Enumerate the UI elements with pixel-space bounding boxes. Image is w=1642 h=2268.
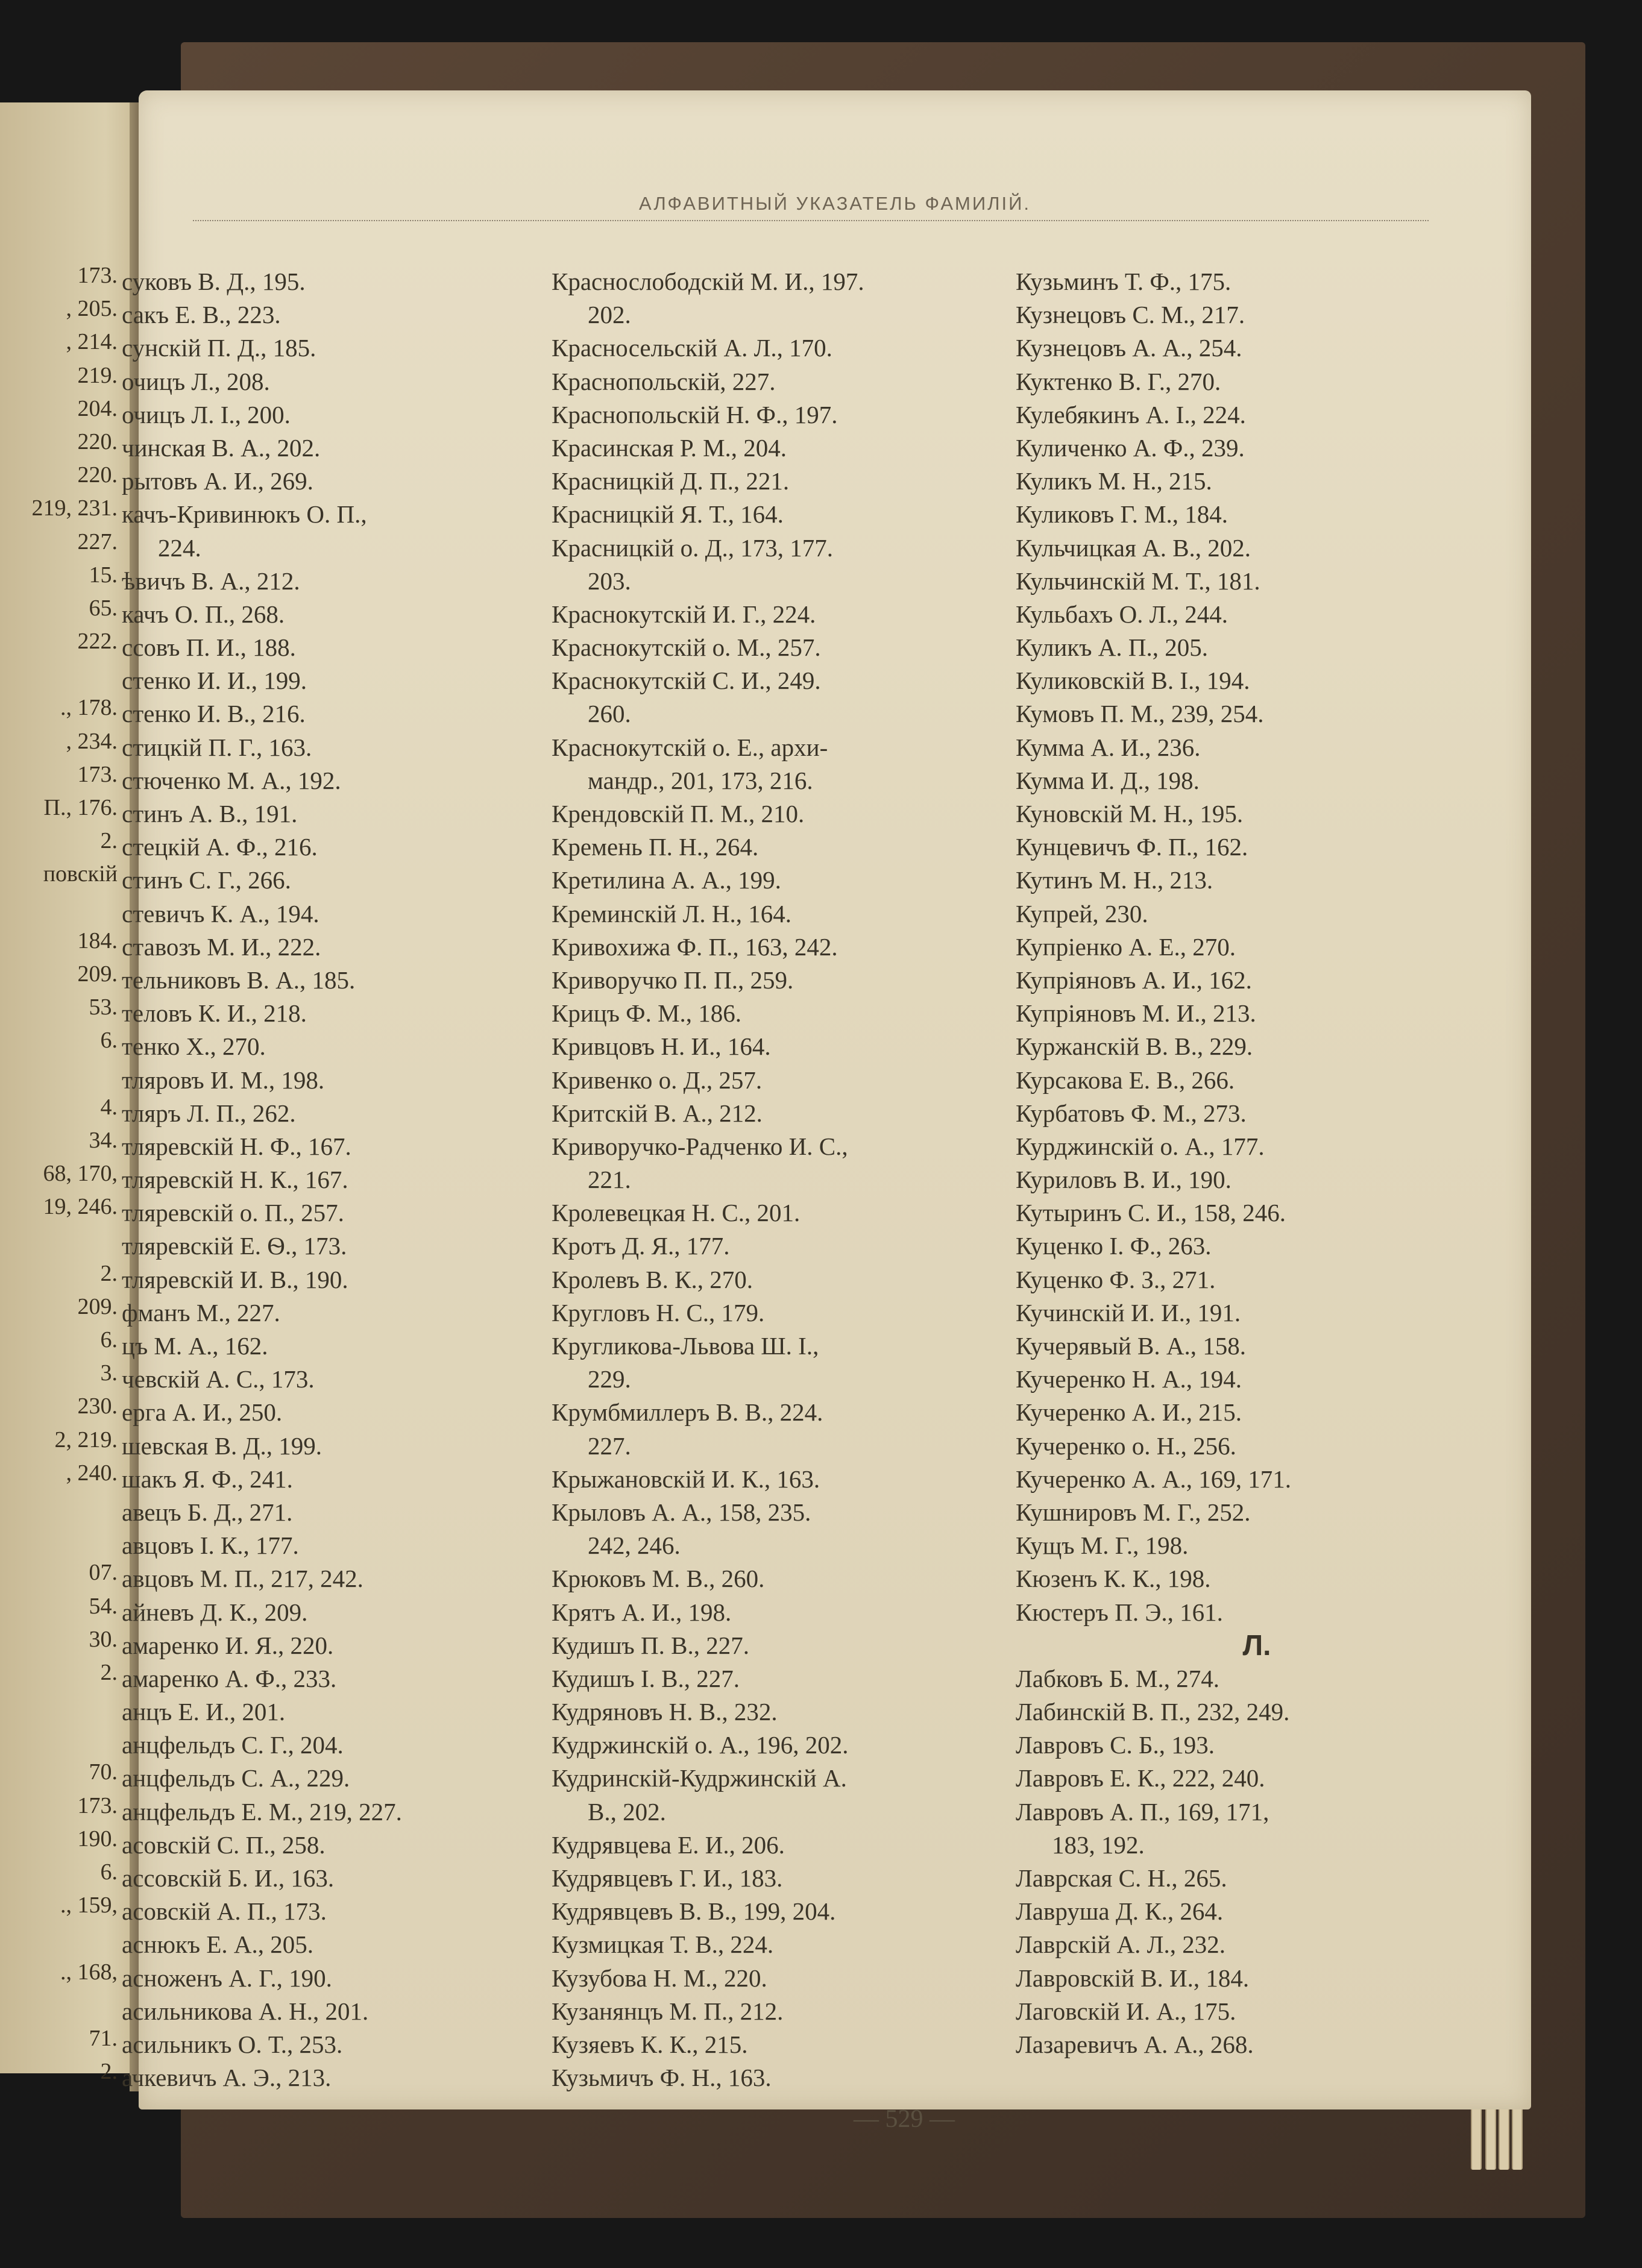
index-entry: 229. <box>588 1365 631 1393</box>
index-entry: асовскій А. П., 173. <box>122 1897 327 1926</box>
index-entry: сунскій П. Д., 185. <box>122 334 316 362</box>
index-entry: Кривенко о. Д., 257. <box>552 1066 763 1094</box>
left-page-fragment: 6. <box>100 1327 118 1352</box>
index-entry: Куржанскій В. В., 229. <box>1016 1032 1253 1061</box>
index-entry: Лавровъ А. П., 169, 171, <box>1016 1797 1269 1826</box>
left-page-fragment: 230. <box>77 1393 118 1419</box>
left-page-fragment: 2. <box>100 828 118 854</box>
left-page-fragment: 71. <box>89 2025 118 2051</box>
index-entry: Кругловъ Н. С., 179. <box>552 1298 765 1327</box>
index-entry: Лабковъ Б. М., 274. <box>1016 1664 1219 1692</box>
index-entry: Кучерявый В. А., 158. <box>1016 1332 1246 1360</box>
index-entry: 260. <box>588 700 631 728</box>
index-entry: очицъ Л., 208. <box>122 367 270 395</box>
section-letter: Л. <box>1242 1629 1271 1662</box>
index-entry: 224. <box>158 533 201 562</box>
index-entry: Куличенко А. Ф., 239. <box>1016 433 1245 462</box>
index-entry: асильникъ О. Т., 253. <box>122 2030 343 2058</box>
index-entry: Краснокутскій И. Г., 224. <box>552 600 816 628</box>
index-entry: Купріенко А. Е., 270. <box>1016 932 1236 961</box>
index-entry: Креминскій Л. Н., 164. <box>552 899 791 928</box>
index-entry: Красносельскій А. Л., 170. <box>552 334 832 362</box>
index-entry: стевичъ К. А., 194. <box>122 899 319 928</box>
index-entry: Куценко І. Ф., 263. <box>1016 1232 1212 1260</box>
index-entry: стенко И. И., 199. <box>122 667 307 695</box>
index-entry: Куновскій М. Н., 195. <box>1016 800 1244 828</box>
index-entry: Кудринскій-Кудржинскій А. <box>552 1764 847 1792</box>
left-page-fragment: 227. <box>77 529 118 554</box>
header-rule <box>193 220 1429 221</box>
index-entry: Краснокутскій о. М., 257. <box>552 633 821 662</box>
index-entry: 242, 246. <box>588 1531 681 1560</box>
index-entry: Кузьминъ Т. Ф., 175. <box>1016 268 1232 295</box>
index-entry: Крыжановскій И. К., 163. <box>552 1465 820 1493</box>
index-entry: анцфельдъ С. А., 229. <box>122 1764 350 1792</box>
index-entry: Критскій В. А., 212. <box>552 1099 763 1127</box>
left-page-fragment: , 234. <box>66 728 118 754</box>
left-page-fragment: 30. <box>89 1626 118 1652</box>
left-page-fragment: 219, 231. <box>31 495 118 521</box>
index-entry: Крицъ Ф. М., 186. <box>552 999 742 1028</box>
index-entry: чевскій А. С., 173. <box>122 1365 315 1393</box>
index-entry: Кругликова-Львова Ш. І., <box>552 1332 819 1360</box>
left-page-fragment: 54. <box>89 1593 118 1619</box>
index-entry: Крумбмиллеръ В. В., 224. <box>552 1398 823 1427</box>
index-entry: асильникова А. Н., 201. <box>122 1997 369 2025</box>
index-entry: Кудрявцевъ Г. И., 183. <box>552 1864 783 1892</box>
index-entry: Красинская Р. М., 204. <box>552 433 787 462</box>
index-entry: Кульбахъ О. Л., 244. <box>1016 600 1228 628</box>
index-entry: цъ М. А., 162. <box>122 1332 268 1360</box>
index-entry: рытовъ А. И., 269. <box>122 467 313 495</box>
left-page-fragment: 6. <box>100 1859 118 1885</box>
index-entry: Лавруша Д. К., 264. <box>1016 1897 1224 1926</box>
index-entry: чинская В. А., 202. <box>122 433 321 462</box>
index-entry: анцфельдъ С. Г., 204. <box>122 1731 344 1759</box>
index-entry: Куликовскій В. І., 194. <box>1016 667 1250 695</box>
index-entry: Лазаревичъ А. А., 268. <box>1016 2030 1254 2058</box>
index-entry: Криворучко-Радченко И. С., <box>552 1132 848 1160</box>
index-entry: Куликовъ Г. М., 184. <box>1016 500 1228 529</box>
index-entry: 203. <box>588 567 631 595</box>
left-page-fragment: 65. <box>89 595 118 621</box>
index-entry: Курбатовъ Ф. М., 273. <box>1016 1099 1247 1127</box>
index-entry: авцовъ М. П., 217, 242. <box>122 1565 363 1593</box>
index-entry: авецъ Б. Д., 271. <box>122 1498 293 1526</box>
index-entry: амаренко А. Ф., 233. <box>122 1664 337 1692</box>
index-entry: авцовъ І. К., 177. <box>122 1531 299 1560</box>
index-entry: Кудишъ І. В., 227. <box>552 1664 740 1692</box>
index-entry: Кузьмичъ Ф. Н., 163. <box>552 2064 772 2092</box>
index-entry: Кудишъ П. В., 227. <box>552 1631 749 1659</box>
index-entry: Кудряновъ Н. В., 232. <box>552 1698 778 1726</box>
index-entry: анцфельдъ Е. М., 219, 227. <box>122 1797 402 1826</box>
index-entry: Кудржинскій о. А., 196, 202. <box>552 1731 849 1759</box>
index-entry: Кюстеръ П. Э., 161. <box>1016 1598 1223 1626</box>
left-page-fragment: ., 159, <box>60 1893 118 1918</box>
index-entry: тляревскій Н. Ф., 167. <box>122 1132 351 1160</box>
left-page-fragment: 219. <box>77 362 118 388</box>
index-entry: ставозъ М. И., 222. <box>122 932 321 961</box>
index-entry: Кульчинскій М. Т., 181. <box>1016 567 1260 595</box>
left-page-fragment: 173. <box>77 263 118 288</box>
index-entry: ссовъ П. И., 188. <box>122 633 296 662</box>
index-entry: Кривохижа Ф. П., 163, 242. <box>552 932 838 961</box>
index-entry: стинъ А. В., 191. <box>122 800 298 828</box>
index-entry: 183, 192. <box>1052 1830 1145 1859</box>
index-entry: Криворучко П. П., 259. <box>552 966 794 994</box>
index-entry: Кушнировъ М. Г., 252. <box>1016 1498 1251 1526</box>
index-entry: Кролевъ В. К., 270. <box>552 1265 753 1293</box>
index-entry: Кульчицкая А. В., 202. <box>1016 533 1251 562</box>
index-entry: Кумма И. Д., 198. <box>1016 766 1200 794</box>
index-entry: фманъ М., 227. <box>122 1298 280 1327</box>
index-entry: аснюкъ Е. А., 205. <box>122 1930 313 1959</box>
index-entry: Курсакова Е. В., 266. <box>1016 1066 1235 1094</box>
left-page-fragment: П., 176. <box>43 795 118 820</box>
index-entry: стицкій П. Г., 163. <box>122 733 312 761</box>
index-entry: тляровъ И. М., 198. <box>122 1066 325 1094</box>
index-entry: асноженъ А. Г., 190. <box>122 1964 332 1992</box>
left-page-fragment: 53. <box>89 994 118 1020</box>
left-page-fragment: 2. <box>100 1659 118 1685</box>
index-entry: Кюзенъ К. К., 198. <box>1016 1565 1211 1593</box>
index-entry: Лаврскій А. Л., 232. <box>1016 1930 1225 1959</box>
index-entry: Краснопольскій Н. Ф., 197. <box>552 400 838 429</box>
index-entry: тляревскій Н. К., 167. <box>122 1166 348 1194</box>
index-entry: В., 202. <box>588 1797 666 1826</box>
left-page-fragment: , 240. <box>66 1460 118 1486</box>
index-entry: 227. <box>588 1431 631 1460</box>
left-page-fragment: , 214. <box>66 329 118 355</box>
left-page-fragment: 222. <box>77 629 118 655</box>
index-entry: Лавровскій В. И., 184. <box>1016 1964 1250 1992</box>
left-page-fragment: ., 178. <box>60 695 118 721</box>
index-entry: Кучеренко Н. А., 194. <box>1016 1365 1242 1393</box>
index-entry: тляревскій Е. Ѳ., 173. <box>122 1232 347 1260</box>
index-column-1 <box>122 265 555 2094</box>
index-entry: Кущъ М. Г., 198. <box>1016 1531 1189 1560</box>
index-entry: качъ-Кривинюкъ О. П., <box>122 500 367 529</box>
index-entry: ерга А. И., 250. <box>122 1398 283 1427</box>
index-entry: Куценко Ф. З., 271. <box>1016 1265 1216 1293</box>
index-entry: Красницкій Д. П., 221. <box>552 467 790 495</box>
index-entry: Курджинскій о. А., 177. <box>1016 1132 1265 1160</box>
left-page-fragment: 4. <box>100 1094 118 1120</box>
left-page-fragment: 70. <box>89 1759 118 1785</box>
index-entry: Кузубова Н. М., 220. <box>552 1964 767 1992</box>
index-entry: стинъ С. Г., 266. <box>122 866 291 894</box>
index-entry: Кретилина А. А., 199. <box>552 866 781 894</box>
index-entry: Куктенко В. Г., 270. <box>1016 367 1221 395</box>
index-entry: тенко Х., 270. <box>122 1032 266 1061</box>
index-entry: шевская В. Д., 199. <box>122 1431 322 1460</box>
index-entry: Кутыринъ С. И., 158, 246. <box>1016 1199 1286 1227</box>
index-entry: стюченко М. А., 192. <box>122 766 341 794</box>
index-entry: Кучеренко А. И., 215. <box>1016 1398 1242 1427</box>
left-page-fragment: 204. <box>77 395 118 421</box>
index-entry: шакъ Я. Ф., 241. <box>122 1465 293 1493</box>
left-page-fragment: повскій <box>43 861 118 887</box>
index-entry: Кудрявцева Е. И., 206. <box>552 1830 785 1859</box>
index-entry: Красницкій о. Д., 173, 177. <box>552 533 834 562</box>
index-entry: амаренко И. Я., 220. <box>122 1631 334 1659</box>
index-entry: очицъ Л. І., 200. <box>122 400 291 429</box>
left-page-fragment: 173. <box>77 1792 118 1818</box>
index-entry: Купріяновъ А. И., 162. <box>1016 966 1252 994</box>
left-page-fragment: 07. <box>89 1560 118 1586</box>
left-page-fragment: 6. <box>100 1028 118 1054</box>
index-entry: Лабинскій В. П., 232, 249. <box>1016 1698 1290 1726</box>
left-page-fragment: 3. <box>100 1360 118 1386</box>
index-entry: тляревскій И. В., 190. <box>122 1265 348 1293</box>
left-page-fragment: ., 168, <box>60 1959 118 1985</box>
index-entry: стенко И. В., 216. <box>122 700 306 728</box>
index-entry: Лаврская С. Н., 265. <box>1016 1864 1227 1892</box>
index-entry: Кучеренко о. Н., 256. <box>1016 1431 1236 1460</box>
index-entry: Купрей, 230. <box>1016 899 1148 928</box>
index-entry: Кутинъ М. Н., 213. <box>1016 866 1213 894</box>
index-entry: мандр., 201, 173, 216. <box>588 766 813 794</box>
left-page-fragment: 184. <box>77 928 118 953</box>
index-entry: ѣвичъ В. А., 212. <box>122 567 300 595</box>
left-page-fragment: 209. <box>77 961 118 987</box>
index-entry: асовскій С. П., 258. <box>122 1830 326 1859</box>
left-page-fragment: , 205. <box>66 296 118 322</box>
index-entry: Кунцевичъ Ф. П., 162. <box>1016 833 1248 861</box>
left-page-fragment: 173. <box>77 761 118 787</box>
index-entry: Кротъ Д. Я., 177. <box>552 1232 730 1260</box>
left-page-fragment: 220. <box>77 462 118 488</box>
index-entry: Краснопольскій, 227. <box>552 367 776 395</box>
index-entry: Крюковъ М. В., 260. <box>552 1565 765 1593</box>
index-entry: Лаговскій И. А., 175. <box>1016 1997 1236 2025</box>
index-entry: ачкевичъ А. Э., 213. <box>122 2064 332 2092</box>
index-entry: Краснослободскій М. И., 197. <box>552 268 864 295</box>
left-page-fragment: 190. <box>77 1826 118 1852</box>
left-page-fragment: 220. <box>77 429 118 454</box>
left-page-fragment: 2. <box>100 1260 118 1286</box>
index-entry: Кролевецкая Н. С., 201. <box>552 1199 801 1227</box>
right-page <box>122 90 1531 2133</box>
index-entry: Кучинскій И. И., 191. <box>1016 1298 1241 1327</box>
index-entry: тляревскій о. П., 257. <box>122 1199 344 1227</box>
left-page-fragment: 209. <box>77 1293 118 1319</box>
index-entry: айневъ Д. К., 209. <box>122 1598 308 1626</box>
index-entry: 221. <box>588 1166 631 1194</box>
index-entry: суковъ В. Д., 195. <box>122 268 306 295</box>
index-entry: Кудрявцевъ В. В., 199, 204. <box>552 1897 836 1926</box>
left-page-fragment: 68, 170, <box>43 1161 118 1187</box>
index-entry: Кумовъ П. М., 239, 254. <box>1016 700 1264 728</box>
index-entry: 202. <box>588 301 631 329</box>
page-header: АЛФАВИТНЫЙ УКАЗАТЕЛЬ ФАМИЛІЙ. <box>638 193 1031 214</box>
index-entry: теловъ К. И., 218. <box>122 999 307 1028</box>
index-entry: Кумма А. И., 236. <box>1016 733 1201 761</box>
index-entry: Кузанянцъ М. П., 212. <box>552 1997 784 2025</box>
index-entry: Лавровъ Е. К., 222, 240. <box>1016 1764 1265 1792</box>
index-entry: ассовскій Б. И., 163. <box>122 1864 335 1892</box>
index-entry: Красницкій Я. Т., 164. <box>552 500 784 529</box>
index-entry: Купріяновъ М. И., 213. <box>1016 999 1256 1028</box>
index-column-3 <box>1016 265 1498 2061</box>
left-page-fragment: 2. <box>100 2059 118 2085</box>
left-page-fragment: 2, 219. <box>54 1427 118 1453</box>
index-entry: Кузнецовъ С. М., 217. <box>1016 301 1245 329</box>
page-number: — 529 — <box>854 2105 955 2133</box>
index-entry: Куликъ А. П., 205. <box>1016 633 1208 662</box>
index-entry: сакъ Е. В., 223. <box>122 301 281 329</box>
index-entry: Куликъ М. Н., 215. <box>1016 467 1212 495</box>
index-entry: Кузнецовъ А. А., 254. <box>1016 334 1242 362</box>
index-entry: Кузмицкая Т. В., 224. <box>552 1930 774 1959</box>
index-entry: Кулебякинъ А. І., 224. <box>1016 400 1246 429</box>
index-entry: Крыловъ А. А., 158, 235. <box>552 1498 811 1526</box>
left-page-fragment: 34. <box>89 1127 118 1153</box>
index-entry: тельниковъ В. А., 185. <box>122 966 356 994</box>
index-entry: стецкій А. Ф., 216. <box>122 833 318 861</box>
left-page-fragment: 19, 246. <box>43 1194 118 1220</box>
index-entry: Краснокутскій С. И., 249. <box>552 667 821 695</box>
index-entry: Кривцовъ Н. И., 164. <box>552 1032 771 1061</box>
left-page-fragment: 15. <box>89 562 118 588</box>
index-column-2 <box>552 265 998 2094</box>
index-entry: анцъ Е. И., 201. <box>122 1698 286 1726</box>
index-entry: Кузяевъ К. К., 215. <box>552 2030 748 2058</box>
index-entry: Крятъ А. И., 198. <box>552 1598 732 1626</box>
index-entry: Кремень П. Н., 264. <box>552 833 759 861</box>
index-entry: Краснокутскій о. Е., архи- <box>552 733 828 761</box>
index-entry: Куриловъ В. И., 190. <box>1016 1166 1232 1194</box>
index-entry: Крендовскій П. М., 210. <box>552 800 805 828</box>
index-entry: тляръ Л. П., 262. <box>122 1099 296 1127</box>
index-entry: качъ О. П., 268. <box>122 600 285 628</box>
index-entry: Кучеренко А. А., 169, 171. <box>1016 1465 1292 1493</box>
index-entry: Лавровъ С. Б., 193. <box>1016 1731 1215 1759</box>
